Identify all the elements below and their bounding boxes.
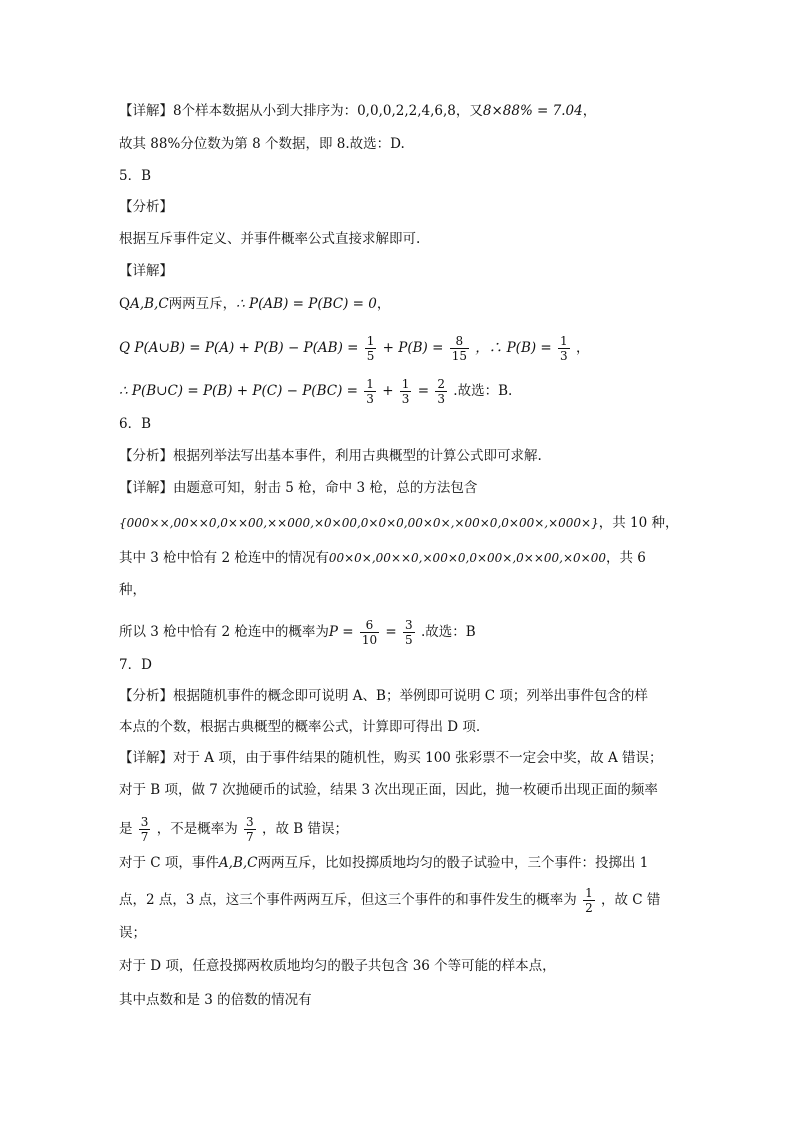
sample-space-set: {000××,00××0,0××00,××000,×0×00,0×0×0,00×0×,×00×0,0×00×,×000×}，共 10 种， [119,515,679,531]
favourable-cases-cont: 种， [119,582,146,598]
analysis-text-6: 【分析】根据列举法写出基本事件，利用古典概型的计算公式即可求解. [119,448,542,464]
detail-text-7b: 对于 B 项，做 7 次抛硬币的试验，结果 3 次出现正面，因此，抛一枚硬币出现正面的频率 [119,782,658,798]
answer-6: 6．B [119,416,152,432]
answer-5: 5．B [119,168,152,184]
analysis-text-7b: 本点的个数，根据古典概型的概率公式，计算即可得出 D 项. [119,719,481,735]
analysis-text-7a: 【分析】根据随机事件的概念即可说明 A、B；举例即可说明 C 项；列举出事件包含的样 [119,688,648,704]
detail-text-6: 【详解】由题意可知，射击 5 枪，命中 3 枪，总的方法包含 [119,480,478,496]
favourable-cases-line: 其中 3 枪中恰有 2 枪连中的情况有00×0×,00××0,×00×0,0×00×,0××00,×0×00，共 6 [119,550,646,566]
formula-line-1: QA,B,C两两互斥，∴ P(AB) = P(BC) = 0， [119,296,391,312]
fraction: $\frac{1}{3}$ [366,377,374,406]
detail-text-7d: 对于 C 项，事件A,B,C两两互斥，比如投掷质地均匀的骰子试验中，三个事件：投掷出 1 [119,855,649,871]
analysis-heading: 【分析】 [119,199,173,215]
fraction: $\frac{1}{5}$ [366,334,375,363]
line-detail-1: 【详解】8个样本数据从小到大排序为：0,0,0,2,2,4,6,8，又8×88% = 7.04， [119,103,597,119]
fraction: $\frac{2}{3}$ [437,377,445,406]
line-conclusion-1: 故其 88%分位数为第 8 个数据，即 8.故选：D. [119,136,405,152]
detail-text-7a: 【详解】对于 A 项，由于事件结果的随机性，购买 100 张彩票不一定会中奖，故 A 错误； [119,750,663,766]
detail-text-7c: 是 $\frac{3}{7}$ ，不是概率为 $\frac{3}{7}$ ，故 B 错误； [119,815,348,844]
fraction: $\frac{1}{3}$ [560,334,568,363]
detail-text-7f: 误； [119,925,146,941]
formula-line-2: Q P(A∪B) = P(A) + P(B) − P(AB) = $\frac{1}{5}$ + P(B) = $\frac{8}{15}$ ，∴ P(B) = $\frac{1}{3}$ ， [119,334,590,363]
answer-7: 7．D [119,657,152,673]
fraction: $\frac{1}{2}$ [585,886,593,915]
detail-text-7g: 对于 D 项，任意投掷两枚质地均匀的骰子共包含 36 个等可能的样本点， [119,958,556,974]
fraction: $\frac{8}{15}$ [451,334,467,363]
fraction: $\frac{3}{7}$ [246,815,254,844]
detail-text-7e: 点，2 点，3 点，这三个事件两两互斥，但这三个事件的和事件发生的概率为 $\frac{1}{2}$ ，故 C 错 [119,886,661,915]
fraction: $\frac{6}{10}$ [361,618,378,647]
detail-text-7h: 其中点数和是 3 的倍数的情况有 [119,992,312,1008]
detail-heading: 【详解】 [119,263,173,279]
probability-line-6: 所以 3 枪中恰有 2 枪连中的概率为P = $\frac{6}{10}$ = $\frac{3}{5}$ .故选：B [119,618,476,647]
fraction: $\frac{3}{5}$ [405,618,413,647]
analysis-text-5: 根据互斥事件定义、并事件概率公式直接求解即可. [119,231,421,247]
fraction: $\frac{1}{3}$ [401,377,410,406]
fraction: $\frac{3}{7}$ [140,815,149,844]
formula-line-3: ∴ P(B∪C) = P(B) + P(C) − P(BC) = $\frac{1}{3}$ + $\frac{1}{3}$ = $\frac{2}{3}$ .故选：B. [119,377,513,406]
